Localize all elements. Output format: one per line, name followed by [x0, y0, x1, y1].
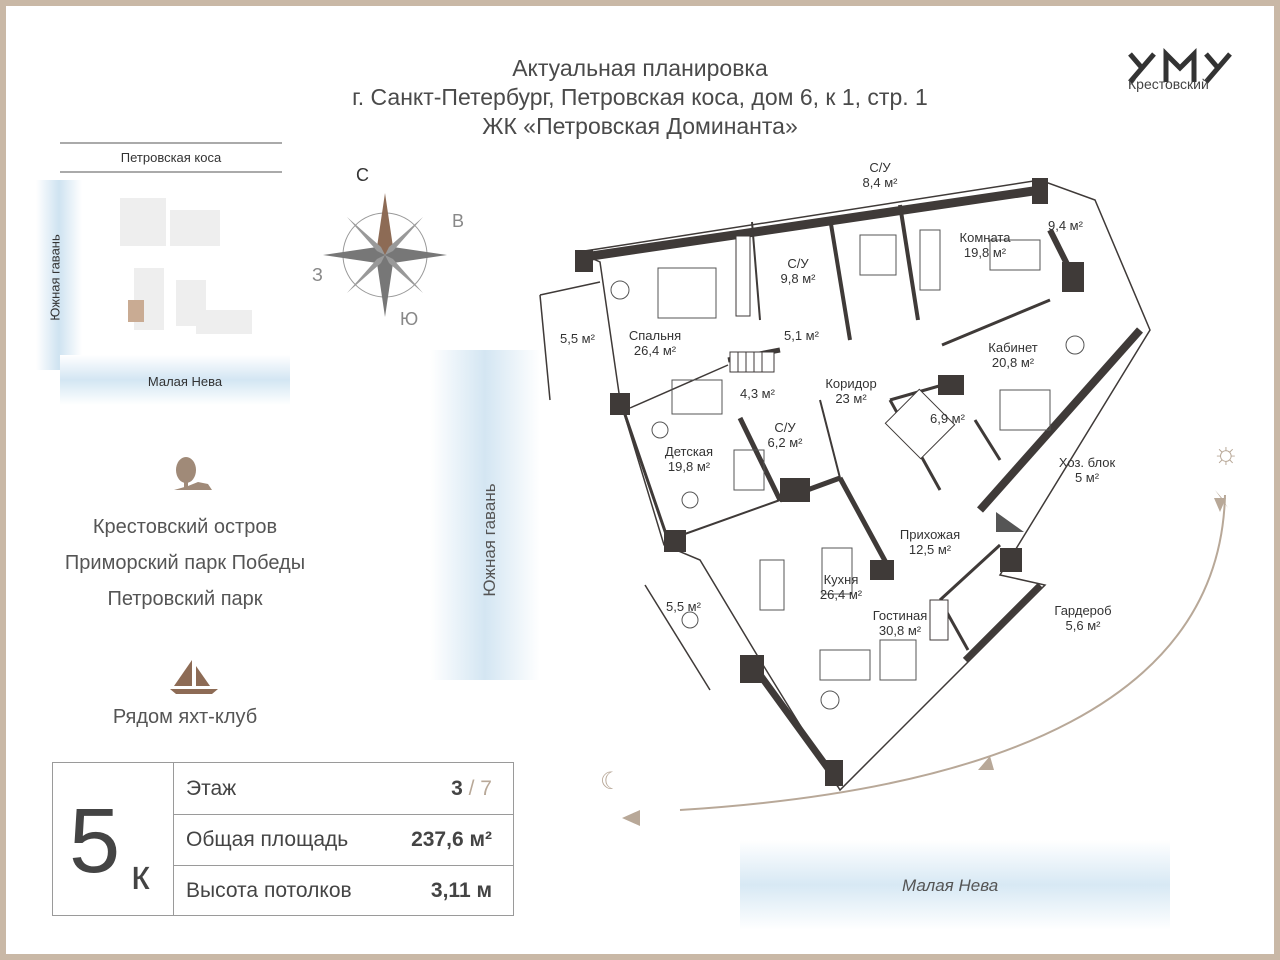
- minimap-street-label: Петровская коса: [120, 150, 222, 165]
- room-bedroom: Спальня 26,4 м²: [628, 328, 682, 358]
- apartment-info-box: [52, 762, 514, 916]
- area-value: 237,6 м²: [411, 828, 492, 851]
- compass-rose: [323, 193, 447, 317]
- compass-east: В: [452, 211, 465, 231]
- compass-north: С: [356, 165, 369, 185]
- poi-yacht: Рядом яхт-клуб: [112, 706, 258, 728]
- sun-icon: ☼: [1212, 437, 1240, 470]
- room-balcony-sw: 5,5 м²: [666, 599, 701, 614]
- page-title-2: г. Санкт-Петербург, Петровская коса, дом 6, к 1, стр. 1: [352, 84, 928, 110]
- river-label-south-harbor: Южная гавань: [480, 483, 499, 597]
- room-office: Кабинет 20,8 м²: [988, 340, 1038, 370]
- room-entrance: Прихожая 12,5 м²: [899, 527, 961, 557]
- rooms-count: 5: [69, 790, 121, 892]
- room-living: Гостиная 30,8 м²: [872, 608, 928, 638]
- compass-south: Ю: [400, 309, 419, 329]
- area-row: [174, 814, 514, 866]
- compass-west: З: [312, 265, 323, 285]
- page-title-1: Актуальная планировка: [512, 55, 768, 81]
- moon-icon: ☾: [600, 768, 622, 795]
- minimap-bottom-river-label: Малая Нева: [147, 374, 223, 389]
- rooms-suffix: к: [131, 851, 150, 898]
- room-corridor: Коридор 23 м²: [825, 376, 877, 406]
- tree-icon: [168, 456, 218, 496]
- river-label-small-neva: Малая Нева: [902, 876, 999, 895]
- poi-item-1: Крестовский остров: [92, 516, 278, 538]
- height-label: Высота потолков: [186, 879, 352, 902]
- floor-row: [174, 763, 514, 815]
- sailboat-icon: [166, 656, 226, 696]
- floor-value: 3 / 7: [451, 777, 492, 800]
- area-label: Общая площадь: [186, 828, 349, 851]
- room-komnata: Комната 19,8 м²: [959, 230, 1011, 260]
- rooms-count-block: [53, 763, 174, 915]
- logo-text: Крестовский: [1128, 76, 1209, 92]
- room-su-low: С/У 6,2 м²: [767, 420, 803, 450]
- poi-item-3: Петровский парк: [107, 588, 263, 610]
- room-balcony-ne: 9,4 м²: [1048, 218, 1083, 233]
- room-su-top: С/У 8,4 м²: [862, 160, 898, 190]
- minimap-buildings: [120, 198, 252, 334]
- height-row: [174, 865, 514, 916]
- room-kitchen: Кухня 26,4 м²: [819, 572, 863, 602]
- room-storage-small: 6,9 м²: [930, 411, 965, 426]
- room-balcony-w: 5,5 м²: [560, 331, 595, 346]
- room-wardrobe: Гардероб 5,6 м²: [1054, 603, 1112, 633]
- room-utility: Хоз. блок 5 м²: [1058, 455, 1116, 485]
- height-value: 3,11 м: [430, 879, 492, 902]
- page-title-3: ЖК «Петровская Доминанта»: [482, 113, 798, 139]
- room-kids: Детская 19,8 м²: [664, 444, 714, 474]
- poi-item-2: Приморский парк Победы: [64, 552, 306, 574]
- minimap-side-river-label: Южная гавань: [47, 234, 63, 321]
- room-su-mid: С/У 9,8 м²: [780, 256, 816, 286]
- room-closet-small: 4,3 м²: [740, 386, 775, 401]
- apartment-walls: [540, 180, 1150, 795]
- floor-label: Этаж: [186, 777, 237, 800]
- room-hall-small: 5,1 м²: [784, 328, 819, 343]
